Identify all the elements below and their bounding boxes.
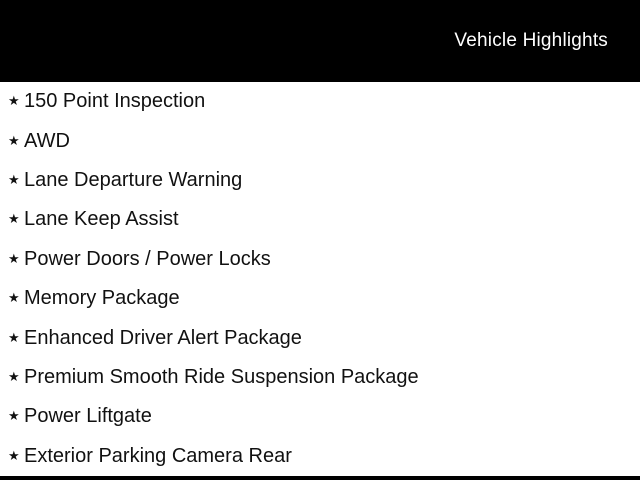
star-icon: ★ bbox=[8, 409, 20, 425]
list-item bbox=[0, 240, 640, 279]
list-item-label: Memory Package bbox=[24, 287, 180, 310]
star-icon: ★ bbox=[8, 369, 20, 385]
list-item-label: Lane Departure Warning bbox=[24, 168, 243, 191]
star-icon: ★ bbox=[8, 330, 20, 346]
list-item bbox=[0, 318, 640, 357]
list-item-label: Enhanced Driver Alert Package bbox=[24, 326, 302, 349]
list-item-label: Premium Smooth Ride Suspension Package bbox=[24, 365, 419, 388]
star-icon: ★ bbox=[8, 94, 20, 110]
list-item bbox=[0, 161, 640, 200]
star-icon: ★ bbox=[8, 448, 20, 464]
list-item bbox=[0, 358, 640, 397]
footer-bar bbox=[0, 476, 640, 480]
star-icon: ★ bbox=[8, 212, 20, 228]
star-icon: ★ bbox=[8, 291, 20, 307]
star-icon: ★ bbox=[8, 172, 20, 188]
list-item bbox=[0, 279, 640, 318]
list-item bbox=[0, 121, 640, 160]
star-icon: ★ bbox=[8, 251, 20, 267]
list-item-label: 150 Point Inspection bbox=[24, 90, 206, 113]
header-bar bbox=[0, 0, 640, 82]
list-item-label: Lane Keep Assist bbox=[24, 208, 179, 231]
highlights-list bbox=[0, 82, 640, 476]
list-item-label: Exterior Parking Camera Rear bbox=[24, 444, 292, 467]
list-item-label: Power Liftgate bbox=[24, 405, 152, 428]
list-item bbox=[0, 437, 640, 476]
list-item bbox=[0, 200, 640, 239]
list-item bbox=[0, 82, 640, 121]
star-icon: ★ bbox=[8, 133, 20, 149]
list-item-label: AWD bbox=[24, 129, 70, 152]
list-item-label: Power Doors / Power Locks bbox=[24, 247, 271, 270]
list-item bbox=[0, 397, 640, 436]
page-title: Vehicle Highlights bbox=[454, 30, 608, 51]
